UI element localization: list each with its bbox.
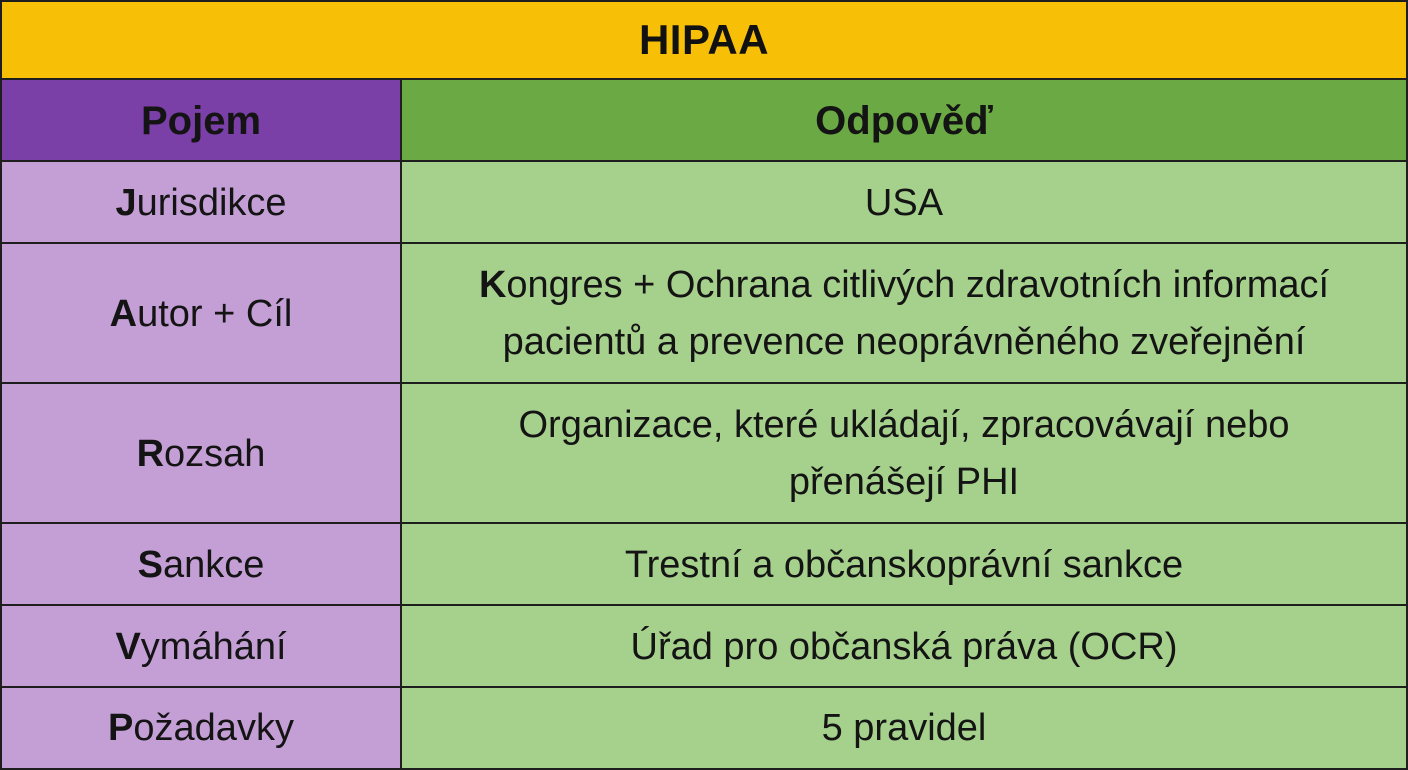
- answer-initial: K: [478, 264, 507, 306]
- table-row: [0, 244, 1408, 386]
- term-rest: ankce: [162, 543, 265, 586]
- term-rest: ymáhání: [140, 625, 287, 668]
- answer-line-2: přenášejí PHI: [788, 461, 1020, 503]
- term-cell: [0, 160, 402, 246]
- answer-line-1: Organizace, které ukládají, zpracovávají nebo: [518, 404, 1290, 446]
- table-row: [0, 384, 1408, 526]
- answer-line-1: Úřad pro občanská práva (OCR): [630, 625, 1178, 668]
- answer-cell: [400, 522, 1408, 608]
- term-initial: P: [108, 706, 134, 749]
- answer-cell: [400, 382, 1408, 526]
- term-cell: [0, 242, 402, 386]
- table-row: [0, 688, 1408, 770]
- answer-line-1: 5 pravidel: [821, 706, 987, 749]
- table-title: HIPAA: [638, 16, 770, 63]
- term-cell: [0, 686, 402, 770]
- answer-cell: [400, 242, 1408, 386]
- term-rest: ožadavky: [133, 706, 294, 749]
- term-initial: R: [136, 432, 165, 475]
- table-title-bar: [0, 0, 1408, 80]
- term-rest: ozsah: [164, 432, 266, 475]
- header-row: [0, 80, 1408, 164]
- answer-cell: [400, 160, 1408, 246]
- term-initial: V: [115, 625, 141, 668]
- header-answer: Odpověď: [400, 78, 1408, 164]
- answer-line-1: USA: [864, 181, 944, 224]
- answer-line-2: pacientů a prevence neoprávněného zveřejnění: [502, 321, 1306, 363]
- answer-line-1: Trestní a občanskoprávní sankce: [624, 543, 1184, 586]
- answer-cell: [400, 604, 1408, 690]
- term-cell: [0, 522, 402, 608]
- term-rest: utor + Cíl: [137, 292, 293, 335]
- term-rest: urisdikce: [136, 181, 287, 224]
- header-term: Pojem: [0, 78, 402, 164]
- table-row: [0, 606, 1408, 690]
- term-cell: [0, 382, 402, 526]
- term-initial: S: [137, 543, 163, 586]
- table-row: [0, 524, 1408, 608]
- answer-line-1: ongres + Ochrana citlivých zdravotních informací: [506, 264, 1330, 306]
- term-cell: [0, 604, 402, 690]
- table-row: [0, 162, 1408, 246]
- term-initial: J: [115, 181, 137, 224]
- answer-cell: [400, 686, 1408, 770]
- term-initial: A: [109, 292, 138, 335]
